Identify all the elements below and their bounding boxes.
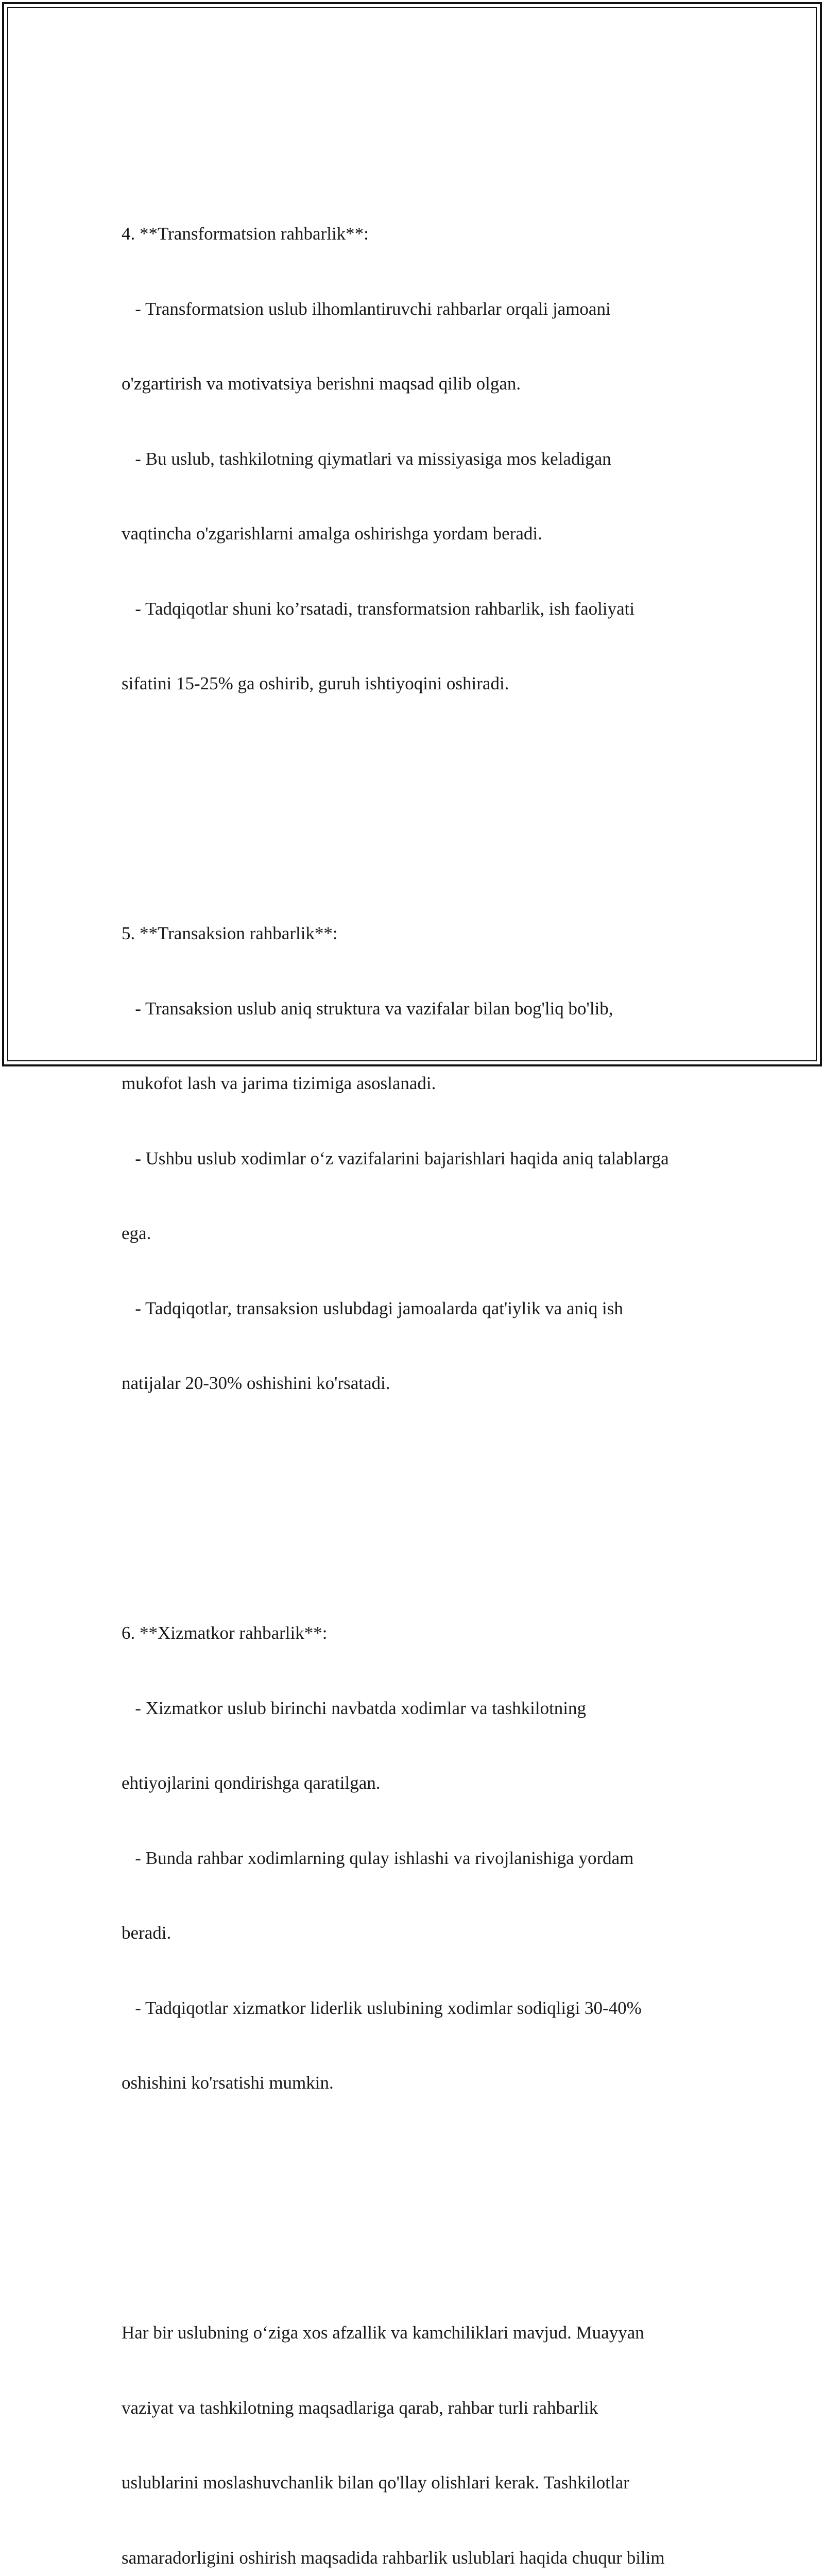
text-line: vaziyat va tashkilotning maqsadlariga qarab, rahbar turli rahbarlik — [122, 2397, 598, 2418]
section-transformational — [122, 172, 703, 747]
text-line: - Tadqiqotlar xizmatkor liderlik uslubining xodimlar sodiqligi 30-40% — [122, 1997, 642, 2018]
text-line: - Tadqiqotlar, transaksion uslubdagi jamoalarda qat'iylik va aniq ish — [122, 1298, 623, 1318]
section-servant — [122, 1571, 703, 2146]
paragraph-gap — [122, 796, 703, 822]
text-line: vaqtincha o'zgarishlarni amalga oshirishga yordam beradi. — [122, 523, 542, 544]
document-body — [122, 122, 703, 2576]
section-heading: 4. **Transformatsion rahbarlik**: — [122, 224, 369, 244]
text-line: sifatini 15-25% ga oshirib, guruh ishtiyoqini oshiradi. — [122, 673, 509, 693]
paragraph-gap — [122, 1496, 703, 1521]
text-line: - Ushbu uslub xodimlar o‘z vazifalarini bajarishlari haqida aniq talablarga — [122, 1148, 669, 1168]
text-line: Har bir uslubning o‘ziga xos afzallik va kamchiliklari mavjud. Muayyan — [122, 2323, 644, 2343]
section-heading: 6. **Xizmatkor rahbarlik**: — [122, 1623, 328, 1643]
text-line: - Transaksion uslub aniq struktura va vazifalar bilan bog'liq bo'lib, — [122, 998, 613, 1019]
text-line: o'zgartirish va motivatsiya berishni maqsad qilib olgan. — [122, 374, 521, 394]
text-line: ega. — [122, 1223, 151, 1243]
section-conclusion — [122, 2270, 703, 2576]
text-line: ehtiyojlarini qondirishga qaratilgan. — [122, 1773, 381, 1793]
text-line: - Xizmatkor uslub birinchi navbatda xodimlar va tashkilotning — [122, 1698, 587, 1718]
text-line: beradi. — [122, 1923, 171, 1943]
text-line: oshishini ko'rsatishi mumkin. — [122, 2073, 334, 2093]
text-line: - Bunda rahbar xodimlarning qulay ishlashi va rivojlanishiga yordam — [122, 1848, 634, 1868]
text-line: - Bu uslub, tashkilotning qiymatlari va missiyasiga mos keladigan — [122, 448, 611, 469]
text-line: mukofot lash va jarima tizimiga asoslanadi. — [122, 1073, 436, 1093]
section-transactional — [122, 871, 703, 1446]
text-line: uslublarini moslashuvchanlik bilan qo'llay olishlari kerak. Tashkilotlar — [122, 2472, 629, 2493]
text-line: - Transformatsion uslub ilhomlantiruvchi rahbarlar orqali jamoani — [122, 298, 611, 319]
text-line: samaradorligini oshirish maqsadida rahbarlik uslublari haqida chuqur bilim — [122, 2547, 665, 2568]
text-line: natijalar 20-30% oshishini ko'rsatadi. — [122, 1373, 390, 1393]
section-heading: 5. **Transaksion rahbarlik**: — [122, 923, 338, 943]
paragraph-gap — [122, 2196, 703, 2221]
text-line: - Tadqiqotlar shuni ko’rsatadi, transformatsion rahbarlik, ish faoliyati — [122, 598, 635, 619]
